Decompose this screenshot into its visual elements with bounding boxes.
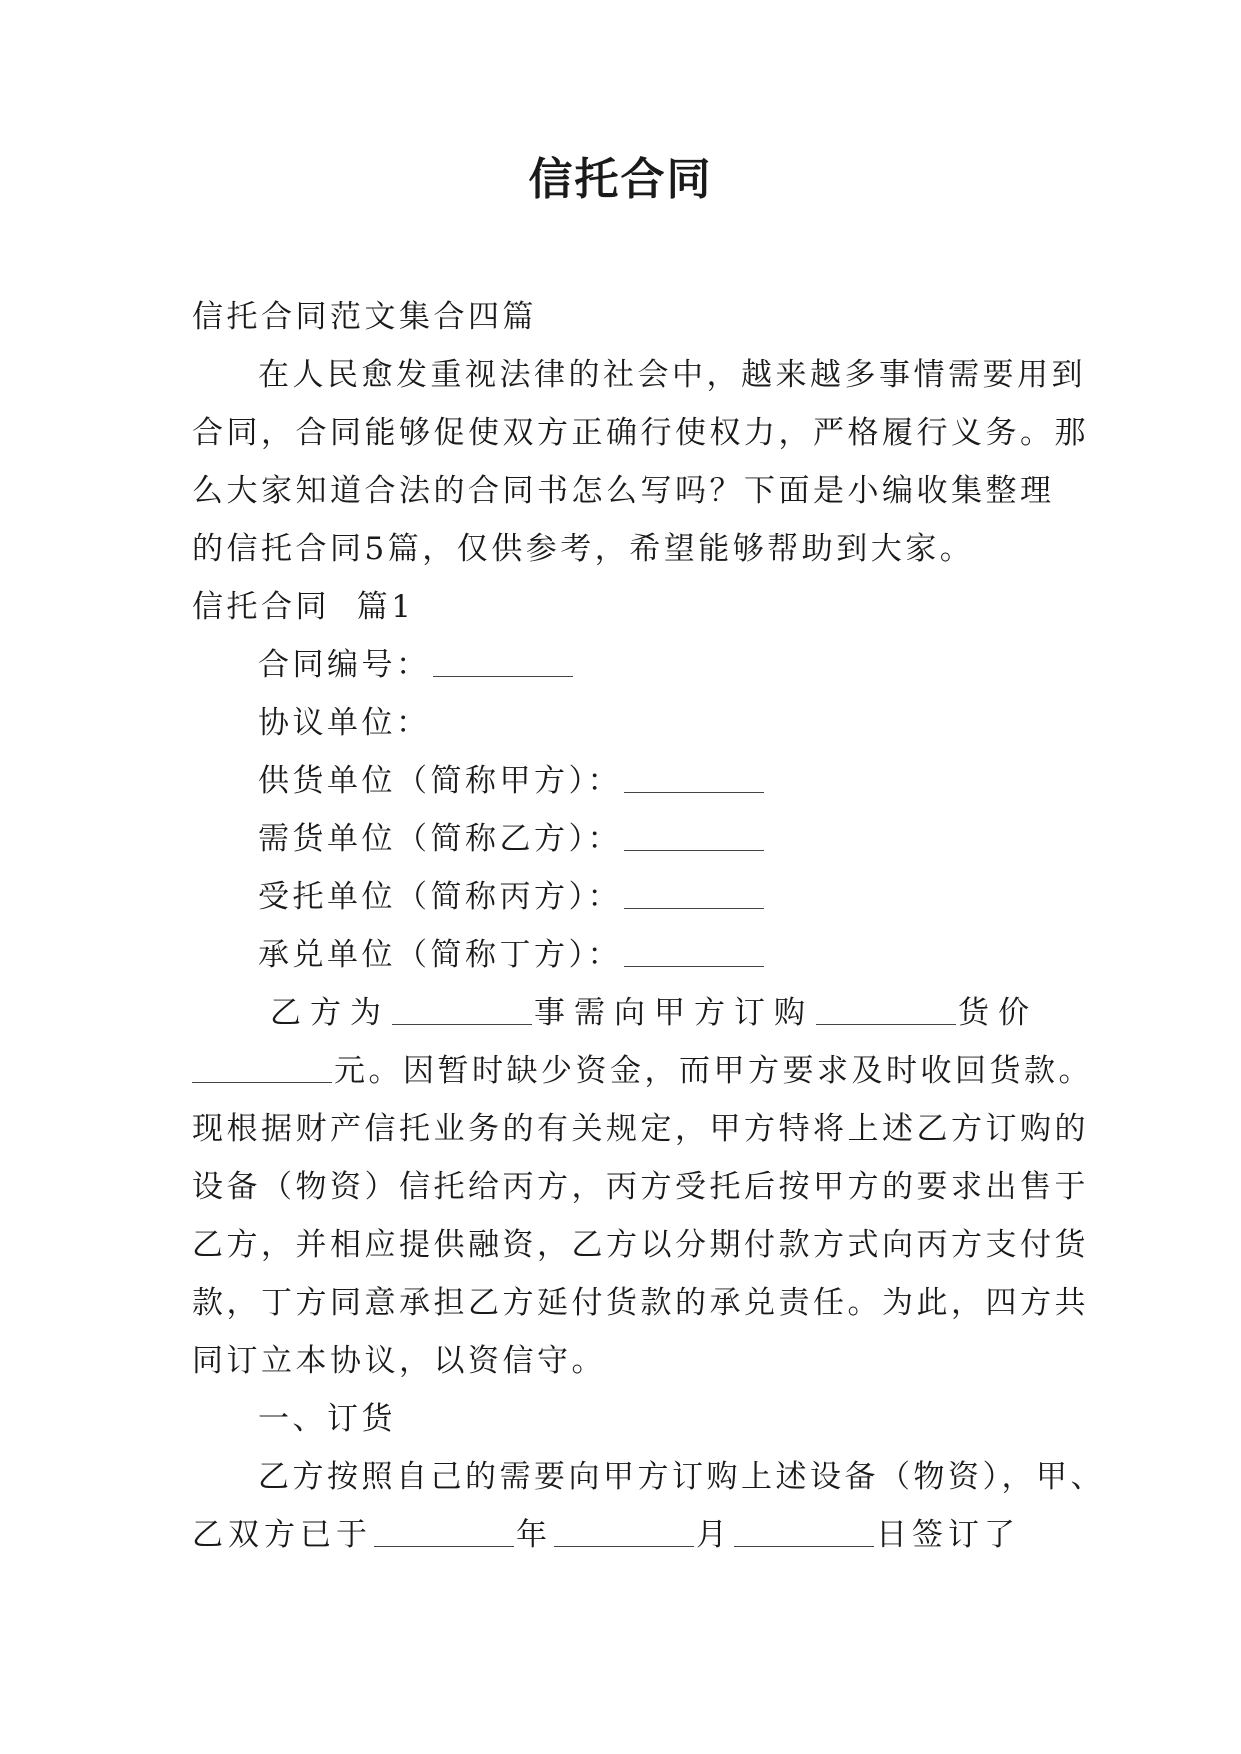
para2-seg-1: 乙双方已于 (192, 1517, 372, 1553)
document-title: 信托合同 (528, 154, 713, 205)
section-heading: 信托合同 篇1 (192, 589, 415, 625)
intro-line-1: 在人民愈发重视法律的社会中，越来越多事情需要用到 (258, 357, 1086, 393)
party-a-blank (624, 758, 764, 793)
document-body (192, 288, 1105, 1564)
party-a-row (192, 752, 1064, 810)
para2-seg-3: 月 (696, 1517, 732, 1553)
para2-seg-2: 年 (516, 1517, 552, 1553)
party-c-label: 受托单位（简称丙方）： (258, 879, 622, 915)
para1-seg-2: 事需向甲方订购 (534, 995, 814, 1031)
party-d-row (192, 926, 1064, 984)
para2-blank-month (554, 1512, 694, 1547)
party-d-blank (624, 932, 764, 967)
para1-blank-2 (816, 990, 956, 1025)
intro-line-2: 合同，合同能够促使双方正确行使权力，严格履行义务。那 (192, 415, 1089, 451)
para2-line-1: 乙方按照自己的需要向甲方订购上述设备（物资），甲、 (258, 1459, 1105, 1495)
para2-blank-day (734, 1512, 874, 1547)
party-b-blank (624, 816, 764, 851)
para2-line-2 (192, 1506, 1064, 1564)
para1-line-4: 设备（物资）信托给丙方，丙方受托后按甲方的要求出售于 (192, 1169, 1089, 1205)
party-c-blank (624, 874, 764, 909)
party-b-label: 需货单位（简称乙方）： (258, 821, 622, 857)
para1-seg-1: 乙方为 (270, 995, 390, 1031)
para1-line-2 (192, 1042, 1093, 1100)
para2-seg-4: 日签订了 (876, 1517, 1020, 1553)
para1-line-6: 款，丁方同意承担乙方延付货款的承兑责任。为此，四方共 (192, 1285, 1089, 1321)
parties-label: 协议单位： (258, 705, 431, 741)
contract-number-label: 合同编号： (258, 647, 431, 683)
party-a-label: 供货单位（简称甲方）： (258, 763, 622, 799)
para1-seg-3: 货价 (958, 995, 1038, 1031)
contract-number-blank (433, 642, 573, 677)
intro-line-4: 的信托合同5篇，仅供参考，希望能够帮助到大家。 (192, 531, 975, 567)
para1-line-3: 现根据财产信托业务的有关规定，甲方特将上述乙方订购的 (192, 1111, 1089, 1147)
party-b-row (192, 810, 1064, 868)
para1-line-5: 乙方，并相应提供融资，乙方以分期付款方式向丙方支付货 (192, 1227, 1089, 1263)
para1-line-1 (192, 984, 1064, 1042)
document-subtitle: 信托合同范文集合四篇 (192, 299, 537, 335)
contract-number-row (192, 636, 1064, 694)
para1-blank-1 (392, 990, 532, 1025)
para1-line-7: 同订立本协议，以资信守。 (192, 1343, 606, 1379)
party-c-row (192, 868, 1064, 926)
para1-blank-3 (192, 1048, 332, 1083)
para1-seg-4: 元。因暂时缺少资金，而甲方要求及时收回货款。 (334, 1053, 1093, 1089)
article1-heading: 一、订货 (258, 1401, 396, 1437)
party-d-label: 承兑单位（简称丁方）： (258, 937, 622, 973)
para2-blank-year (374, 1512, 514, 1547)
intro-line-3: 么大家知道合法的合同书怎么写吗？下面是小编收集整理 (192, 473, 1055, 509)
